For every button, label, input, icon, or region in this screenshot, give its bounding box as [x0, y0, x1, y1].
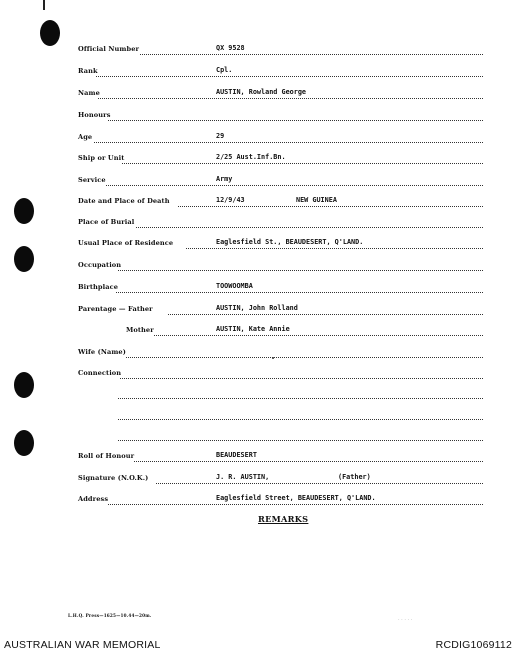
age-row — [78, 133, 483, 147]
father-value: AUSTIN, John Rolland — [216, 304, 298, 312]
residence-label: Usual Place of Residence — [78, 239, 174, 247]
mother-row — [78, 326, 483, 340]
signature-row — [78, 474, 483, 488]
ship-unit-row — [78, 154, 483, 168]
connection-row — [78, 369, 483, 383]
ship-unit-label: Ship or Unit — [78, 154, 125, 162]
wife-label: Wife (Name) — [78, 348, 126, 356]
punch-hole — [14, 430, 34, 456]
name-value: AUSTIN, Rowland George — [216, 88, 307, 96]
punch-hole — [14, 246, 34, 272]
residence-row — [78, 239, 483, 253]
address-value: Eaglesfield Street, BEAUDESERT, Q'LAND. — [216, 494, 376, 502]
death-date-value: 12/9/43 — [216, 196, 245, 204]
archive-footer — [0, 638, 517, 654]
rank-label: Rank — [78, 67, 98, 75]
address-label: Address — [78, 495, 109, 503]
signature-label: Signature (N.O.K.) — [78, 474, 149, 482]
burial-row — [78, 218, 483, 232]
footer-record-id: RCDIG1069112 — [435, 639, 512, 651]
residence-value: Eaglesfield St., BEAUDESERT, Q'LAND. — [216, 238, 364, 246]
official-number-row — [78, 45, 483, 59]
age-value: 29 — [216, 132, 225, 140]
rank-value: Cpl. — [216, 66, 233, 74]
punch-hole — [14, 372, 34, 398]
mother-value: AUSTIN, Kate Annie — [216, 325, 290, 333]
honours-label: Honours — [78, 111, 111, 119]
ship-unit-value: 2/25 Aust.Inf.Bn. — [216, 153, 286, 161]
address-row — [78, 495, 483, 509]
occupation-label: Occupation — [78, 261, 122, 269]
service-row — [78, 176, 483, 190]
death-row — [78, 197, 483, 211]
service-value: Army — [216, 175, 233, 183]
printer-imprint: L.H.Q. Press—1625—10.44—20m. — [68, 613, 152, 618]
rank-row — [78, 67, 483, 81]
mother-label: Mother — [126, 326, 154, 334]
wife-row — [78, 348, 483, 362]
father-row — [78, 305, 483, 319]
scan-mark — [43, 0, 45, 10]
birthplace-value: TOOWOOMBA — [216, 282, 253, 290]
birthplace-row — [78, 283, 483, 297]
punch-hole — [14, 198, 34, 224]
official-number-value: QX 9528 — [216, 44, 245, 52]
ink-speck — [272, 357, 274, 359]
connection-line — [118, 398, 483, 399]
birthplace-label: Birthplace — [78, 283, 118, 291]
roll-of-honour-row — [78, 452, 483, 466]
death-place-value: NEW GUINEA — [296, 196, 337, 204]
footer-institution: AUSTRALIAN WAR MEMORIAL — [4, 639, 161, 651]
faint-stamp: · · · · · — [398, 617, 413, 623]
roll-of-honour-label: Roll of Honour — [78, 452, 135, 460]
connection-line — [118, 419, 483, 420]
connection-label: Connection — [78, 369, 122, 377]
age-label: Age — [78, 133, 93, 141]
name-label: Name — [78, 89, 100, 97]
service-label: Service — [78, 176, 106, 184]
signature-value: J. R. AUSTIN, — [216, 473, 270, 481]
punch-hole — [40, 20, 60, 46]
remarks-heading: REMARKS — [258, 514, 309, 524]
death-label: Date and Place of Death — [78, 197, 170, 205]
name-row — [78, 89, 483, 103]
occupation-row — [78, 261, 483, 275]
signature-relation: (Father) — [338, 473, 371, 481]
official-number-label: Official Number — [78, 45, 140, 53]
burial-label: Place of Burial — [78, 218, 135, 226]
father-label: Parentage — Father — [78, 305, 153, 313]
roll-of-honour-value: BEAUDESERT — [216, 451, 257, 459]
connection-line — [118, 440, 483, 441]
honours-row — [78, 111, 483, 125]
